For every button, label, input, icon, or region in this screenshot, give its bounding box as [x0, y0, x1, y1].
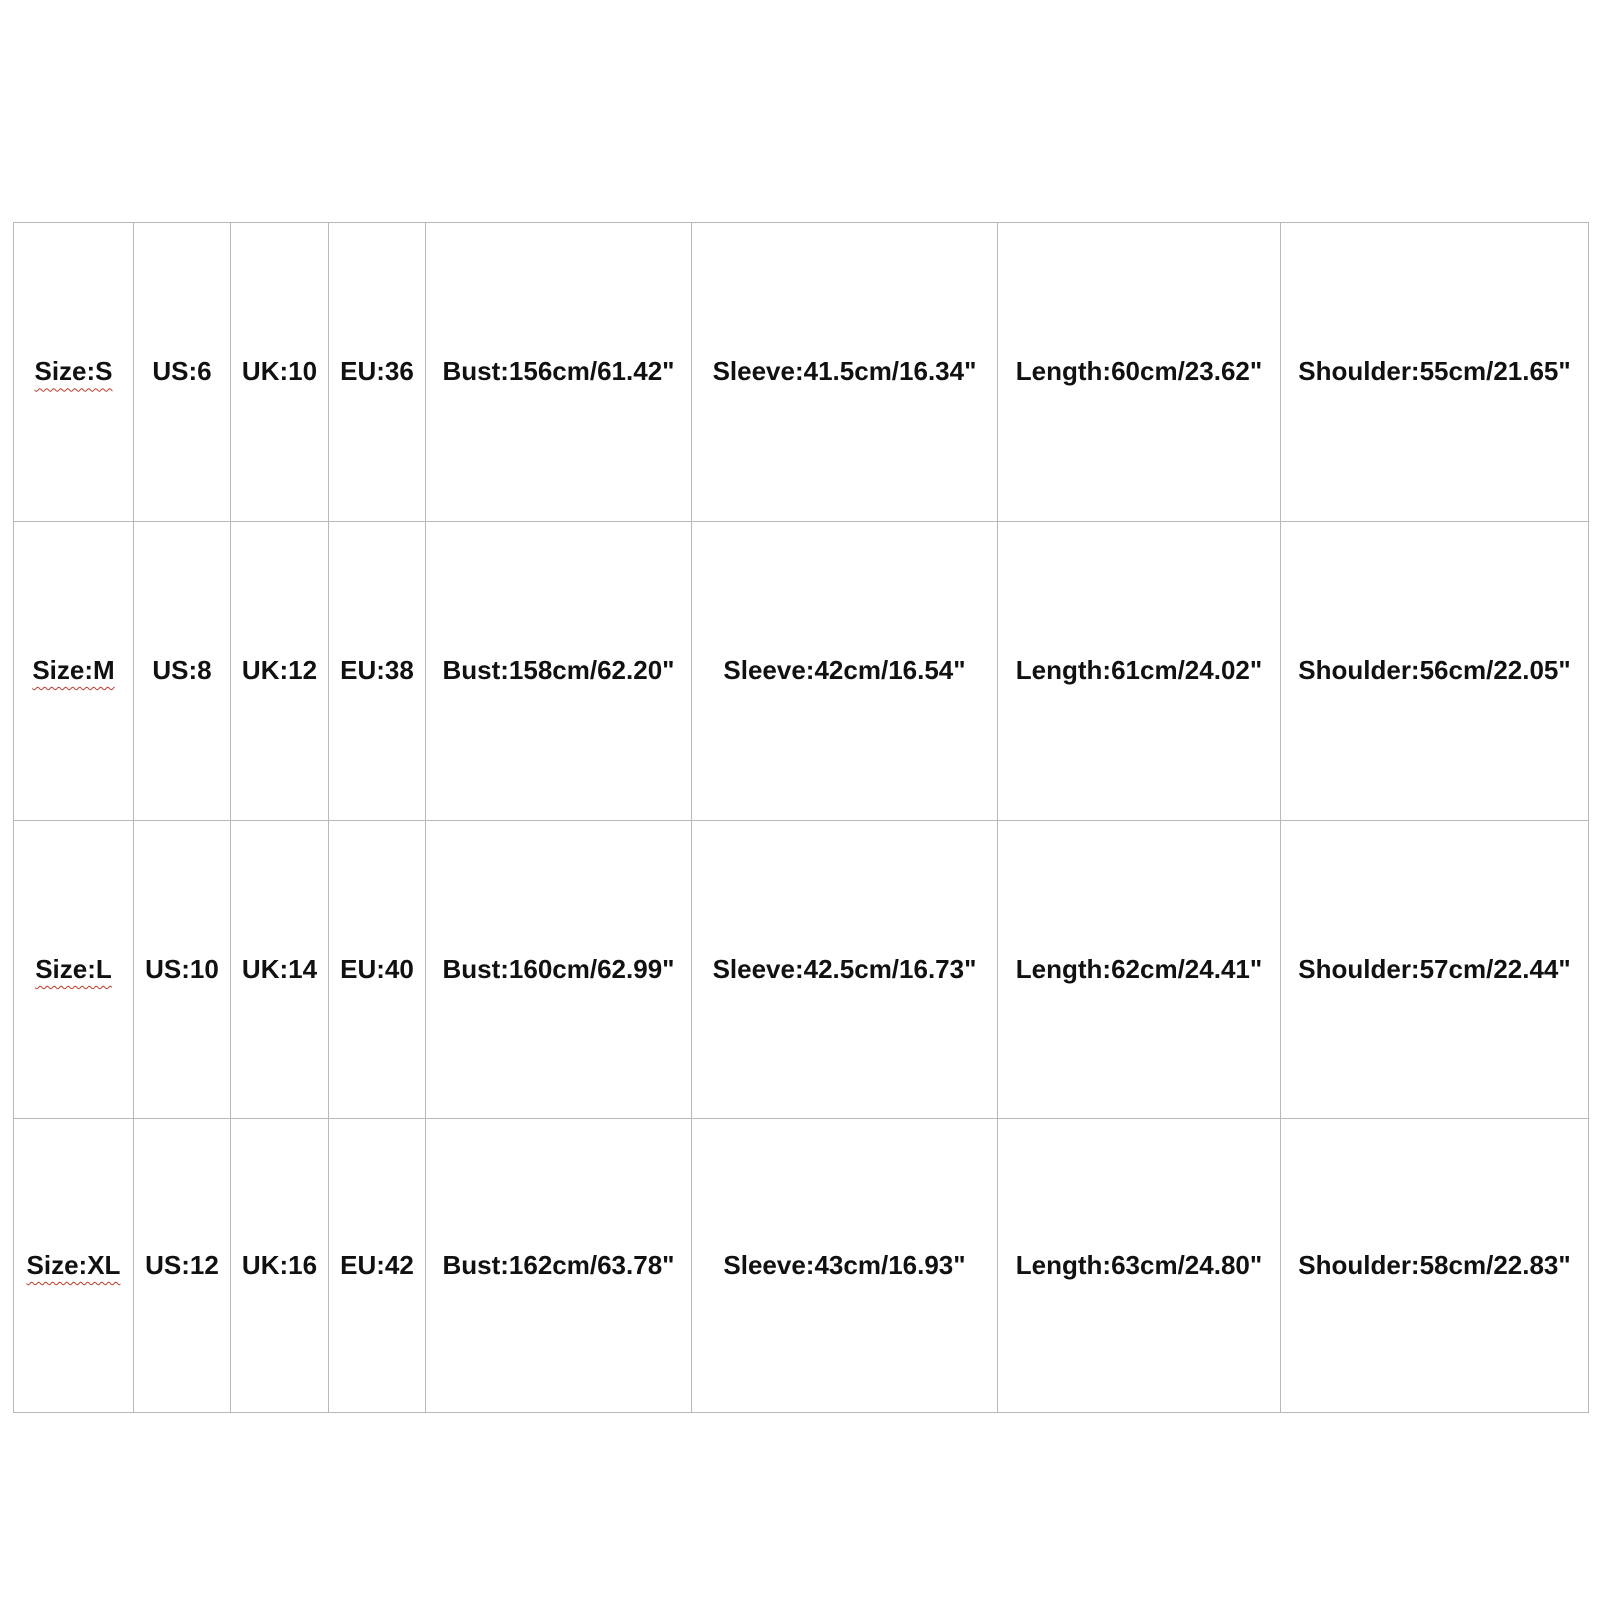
size-row-s [14, 223, 1589, 522]
us-size-cell: US:6 [134, 223, 231, 522]
shoulder-cell: Shoulder:56cm/22.05" [1281, 521, 1589, 820]
shoulder-cell: Shoulder:55cm/21.65" [1281, 223, 1589, 522]
sleeve-cell: Sleeve:43cm/16.93" [692, 1119, 998, 1413]
eu-size-cell: EU:38 [329, 521, 426, 820]
size-chart-table [13, 222, 1589, 1413]
eu-size-cell: EU:36 [329, 223, 426, 522]
size-label: Size:S [34, 356, 113, 387]
eu-size-cell: EU:40 [329, 820, 426, 1119]
us-size-cell: US:10 [134, 820, 231, 1119]
bust-cell: Bust:156cm/61.42" [426, 223, 692, 522]
size-cell [14, 1119, 134, 1413]
sleeve-cell: Sleeve:41.5cm/16.34" [692, 223, 998, 522]
uk-size-cell: UK:10 [231, 223, 329, 522]
shoulder-cell: Shoulder:58cm/22.83" [1281, 1119, 1589, 1413]
size-row-xl [14, 1119, 1589, 1413]
us-size-cell: US:8 [134, 521, 231, 820]
size-label: Size:XL [26, 1250, 121, 1281]
size-row-l [14, 820, 1589, 1119]
uk-size-cell: UK:16 [231, 1119, 329, 1413]
eu-size-cell: EU:42 [329, 1119, 426, 1413]
length-cell: Length:61cm/24.02" [998, 521, 1281, 820]
sleeve-cell: Sleeve:42cm/16.54" [692, 521, 998, 820]
length-cell: Length:60cm/23.62" [998, 223, 1281, 522]
sleeve-cell: Sleeve:42.5cm/16.73" [692, 820, 998, 1119]
size-label: Size:L [35, 953, 112, 984]
bust-cell: Bust:162cm/63.78" [426, 1119, 692, 1413]
size-cell [14, 223, 134, 522]
length-cell: Length:62cm/24.41" [998, 820, 1281, 1119]
size-cell [14, 820, 134, 1119]
size-row-m [14, 521, 1589, 820]
bust-cell: Bust:158cm/62.20" [426, 521, 692, 820]
us-size-cell: US:12 [134, 1119, 231, 1413]
uk-size-cell: UK:14 [231, 820, 329, 1119]
uk-size-cell: UK:12 [231, 521, 329, 820]
size-cell [14, 521, 134, 820]
shoulder-cell: Shoulder:57cm/22.44" [1281, 820, 1589, 1119]
bust-cell: Bust:160cm/62.99" [426, 820, 692, 1119]
length-cell: Length:63cm/24.80" [998, 1119, 1281, 1413]
size-label: Size:M [32, 655, 115, 686]
